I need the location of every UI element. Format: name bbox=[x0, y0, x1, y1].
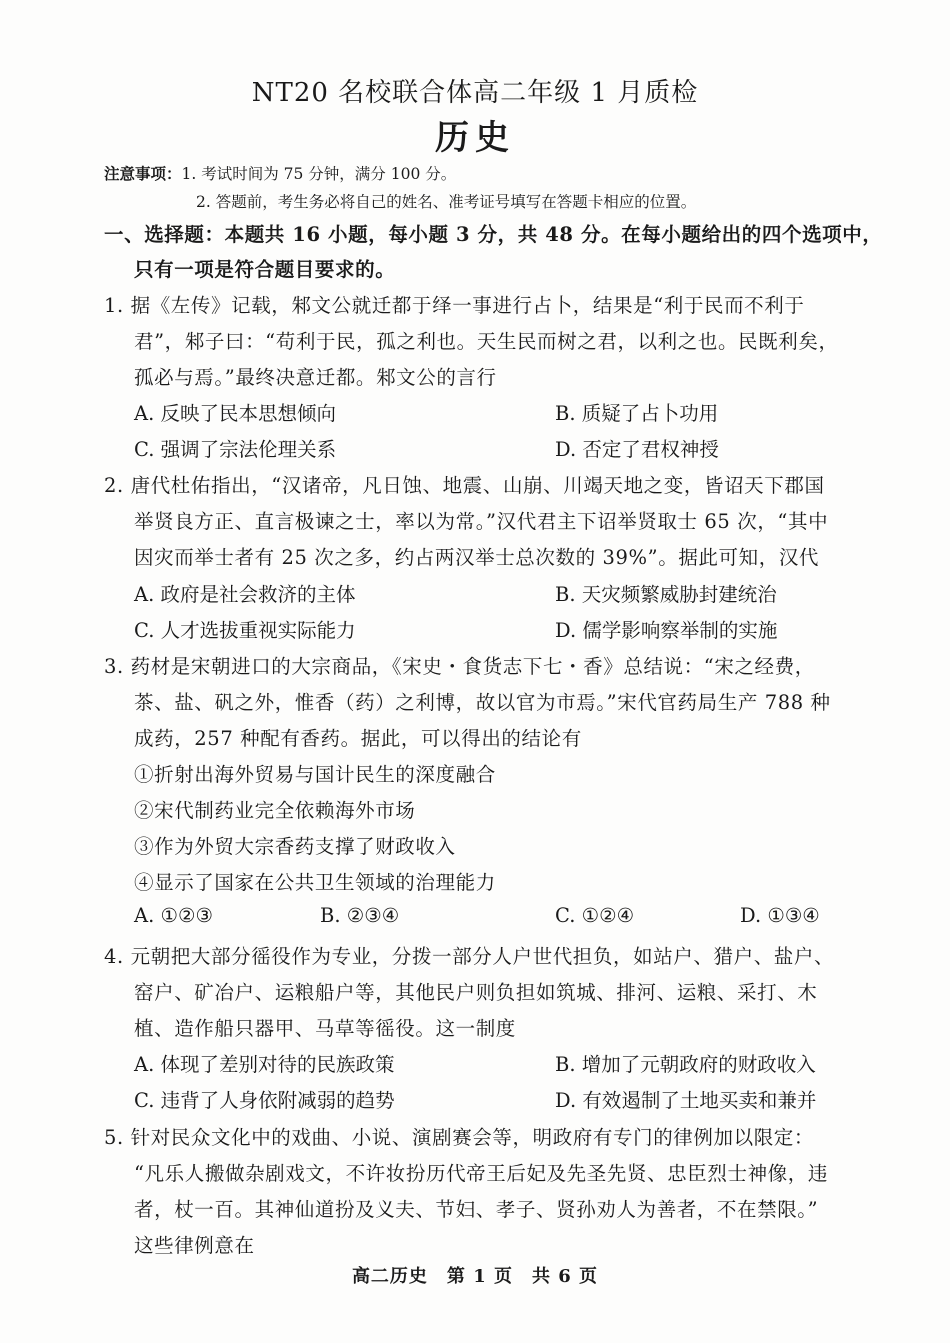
q4-option-d: D. 有效遏制了土地买卖和兼并 bbox=[555, 1089, 817, 1112]
q3-item-3: ③作为外贸大宗香药支撑了财政收入 bbox=[134, 835, 456, 858]
subject-title: 历史 bbox=[435, 118, 515, 158]
q3-stem-line-2: 茶、盐、矾之外，惟香（药）之利博，故以官为市焉。”宋代官药局生产 788 种 bbox=[134, 691, 831, 714]
q3-option-a: A. ①②③ bbox=[134, 904, 213, 927]
q4-option-c: C. 违背了人身依附减弱的趋势 bbox=[134, 1089, 395, 1112]
notice-label: 注意事项： bbox=[104, 164, 182, 183]
q2-stem-line-1: 2. 唐代杜佑指出，“汉诸帝，凡日蚀、地震、山崩、川竭天地之变，皆诏天下郡国 bbox=[104, 474, 825, 497]
q3-item-4: ④显示了国家在公共卫生领域的治理能力 bbox=[134, 871, 496, 894]
q2-option-a: A. 政府是社会救济的主体 bbox=[134, 583, 356, 606]
q5-stem-line-3: 者，杖一百。其神仙道扮及义夫、节妇、孝子、贤孙劝人为善者，不在禁限。” bbox=[134, 1198, 819, 1221]
q1-option-d: D. 否定了君权神授 bbox=[555, 438, 719, 461]
q2-option-d: D. 儒学影响察举制的实施 bbox=[555, 619, 778, 642]
q4-option-b: B. 增加了元朝政府的财政收入 bbox=[555, 1053, 816, 1076]
q3-item-2: ②宋代制药业完全依赖海外市场 bbox=[134, 799, 416, 822]
q3-stem-line-3: 成药，257 种配有香药。据此，可以得出的结论有 bbox=[134, 727, 582, 750]
q3-item-1: ①折射出海外贸易与国计民生的深度融合 bbox=[134, 763, 496, 786]
q3-stem-line-1: 3. 药材是宋朝进口的大宗商品，《宋史・食货志下七・香》总结说：“宋之经费， bbox=[104, 655, 815, 678]
exam-title: NT20 名校联合体高二年级 1 月质检 bbox=[251, 78, 699, 108]
q1-stem-line-3: 孤必与焉。”最终决意迁都。邾文公的言行 bbox=[134, 366, 497, 389]
q3-option-b: B. ②③④ bbox=[320, 904, 400, 927]
section-heading-line-2: 只有一项是符合题目要求的。 bbox=[134, 258, 396, 281]
q2-option-c: C. 人才选拔重视实际能力 bbox=[134, 619, 356, 642]
q4-stem-line-3: 植、造作船只器甲、马草等徭役。这一制度 bbox=[134, 1017, 516, 1040]
notice-item-2: 2. 答题前，考生务必将自己的姓名、准考证号填写在答题卡相应的位置。 bbox=[196, 193, 697, 211]
q1-option-c: C. 强调了宗法伦理关系 bbox=[134, 438, 337, 461]
q4-stem-line-2: 窑户、矿冶户、运粮船户等，其他民户则负担如筑城、排河、运粮、采打、木 bbox=[134, 981, 818, 1004]
q1-option-b: B. 质疑了占卜功用 bbox=[555, 402, 719, 425]
section-heading-line-1: 一、选择题：本题共 16 小题，每小题 3 分，共 48 分。在每小题给出的四个选项中， bbox=[104, 223, 883, 246]
q5-stem-line-1: 5. 针对民众文化中的戏曲、小说、演剧赛会等，明政府有专门的律例加以限定： bbox=[104, 1126, 815, 1149]
q2-stem-line-3: 因灾而举士者有 25 次之多，约占两汉举士总次数的 39%”。据此可知，汉代 bbox=[134, 546, 820, 569]
q4-stem-line-1: 4. 元朝把大部分徭役作为专业，分拨一部分人户世代担负，如站户、猎户、盐户、 bbox=[104, 945, 835, 968]
q1-stem-line-2: 君”，邾子曰：“苟利于民，孤之利也。天生民而树之君，以利之也。民既利矣， bbox=[134, 330, 839, 353]
q5-stem-line-4: 这些律例意在 bbox=[134, 1234, 255, 1257]
q5-stem-line-2: “凡乐人搬做杂剧戏文，不许妆扮历代帝王后妃及先圣先贤、忠臣烈士神像，违 bbox=[134, 1162, 828, 1185]
q2-stem-line-2: 举贤良方正、直言极谏之士，率以为常。”汉代君主下诏举贤取士 65 次，“其中 bbox=[134, 510, 829, 533]
q3-option-c: C. ①②④ bbox=[555, 904, 635, 927]
q3-option-d: D. ①③④ bbox=[740, 904, 820, 927]
q2-option-b: B. 天灾频繁威胁封建统治 bbox=[555, 583, 777, 606]
q1-option-a: A. 反映了民本思想倾向 bbox=[134, 402, 336, 425]
q4-option-a: A. 体现了差别对待的民族政策 bbox=[134, 1053, 395, 1076]
page-footer: 高二历史 第 1 页 共 6 页 bbox=[351, 1266, 599, 1287]
q1-stem-line-1: 1. 据《左传》记载，邾文公就迁都于绎一事进行占卜，结果是“利于民而不利于 bbox=[104, 294, 805, 317]
notice-item-1: 1. 考试时间为 75 分钟，满分 100 分。 bbox=[181, 165, 457, 183]
notice-line-1 bbox=[104, 162, 456, 184]
